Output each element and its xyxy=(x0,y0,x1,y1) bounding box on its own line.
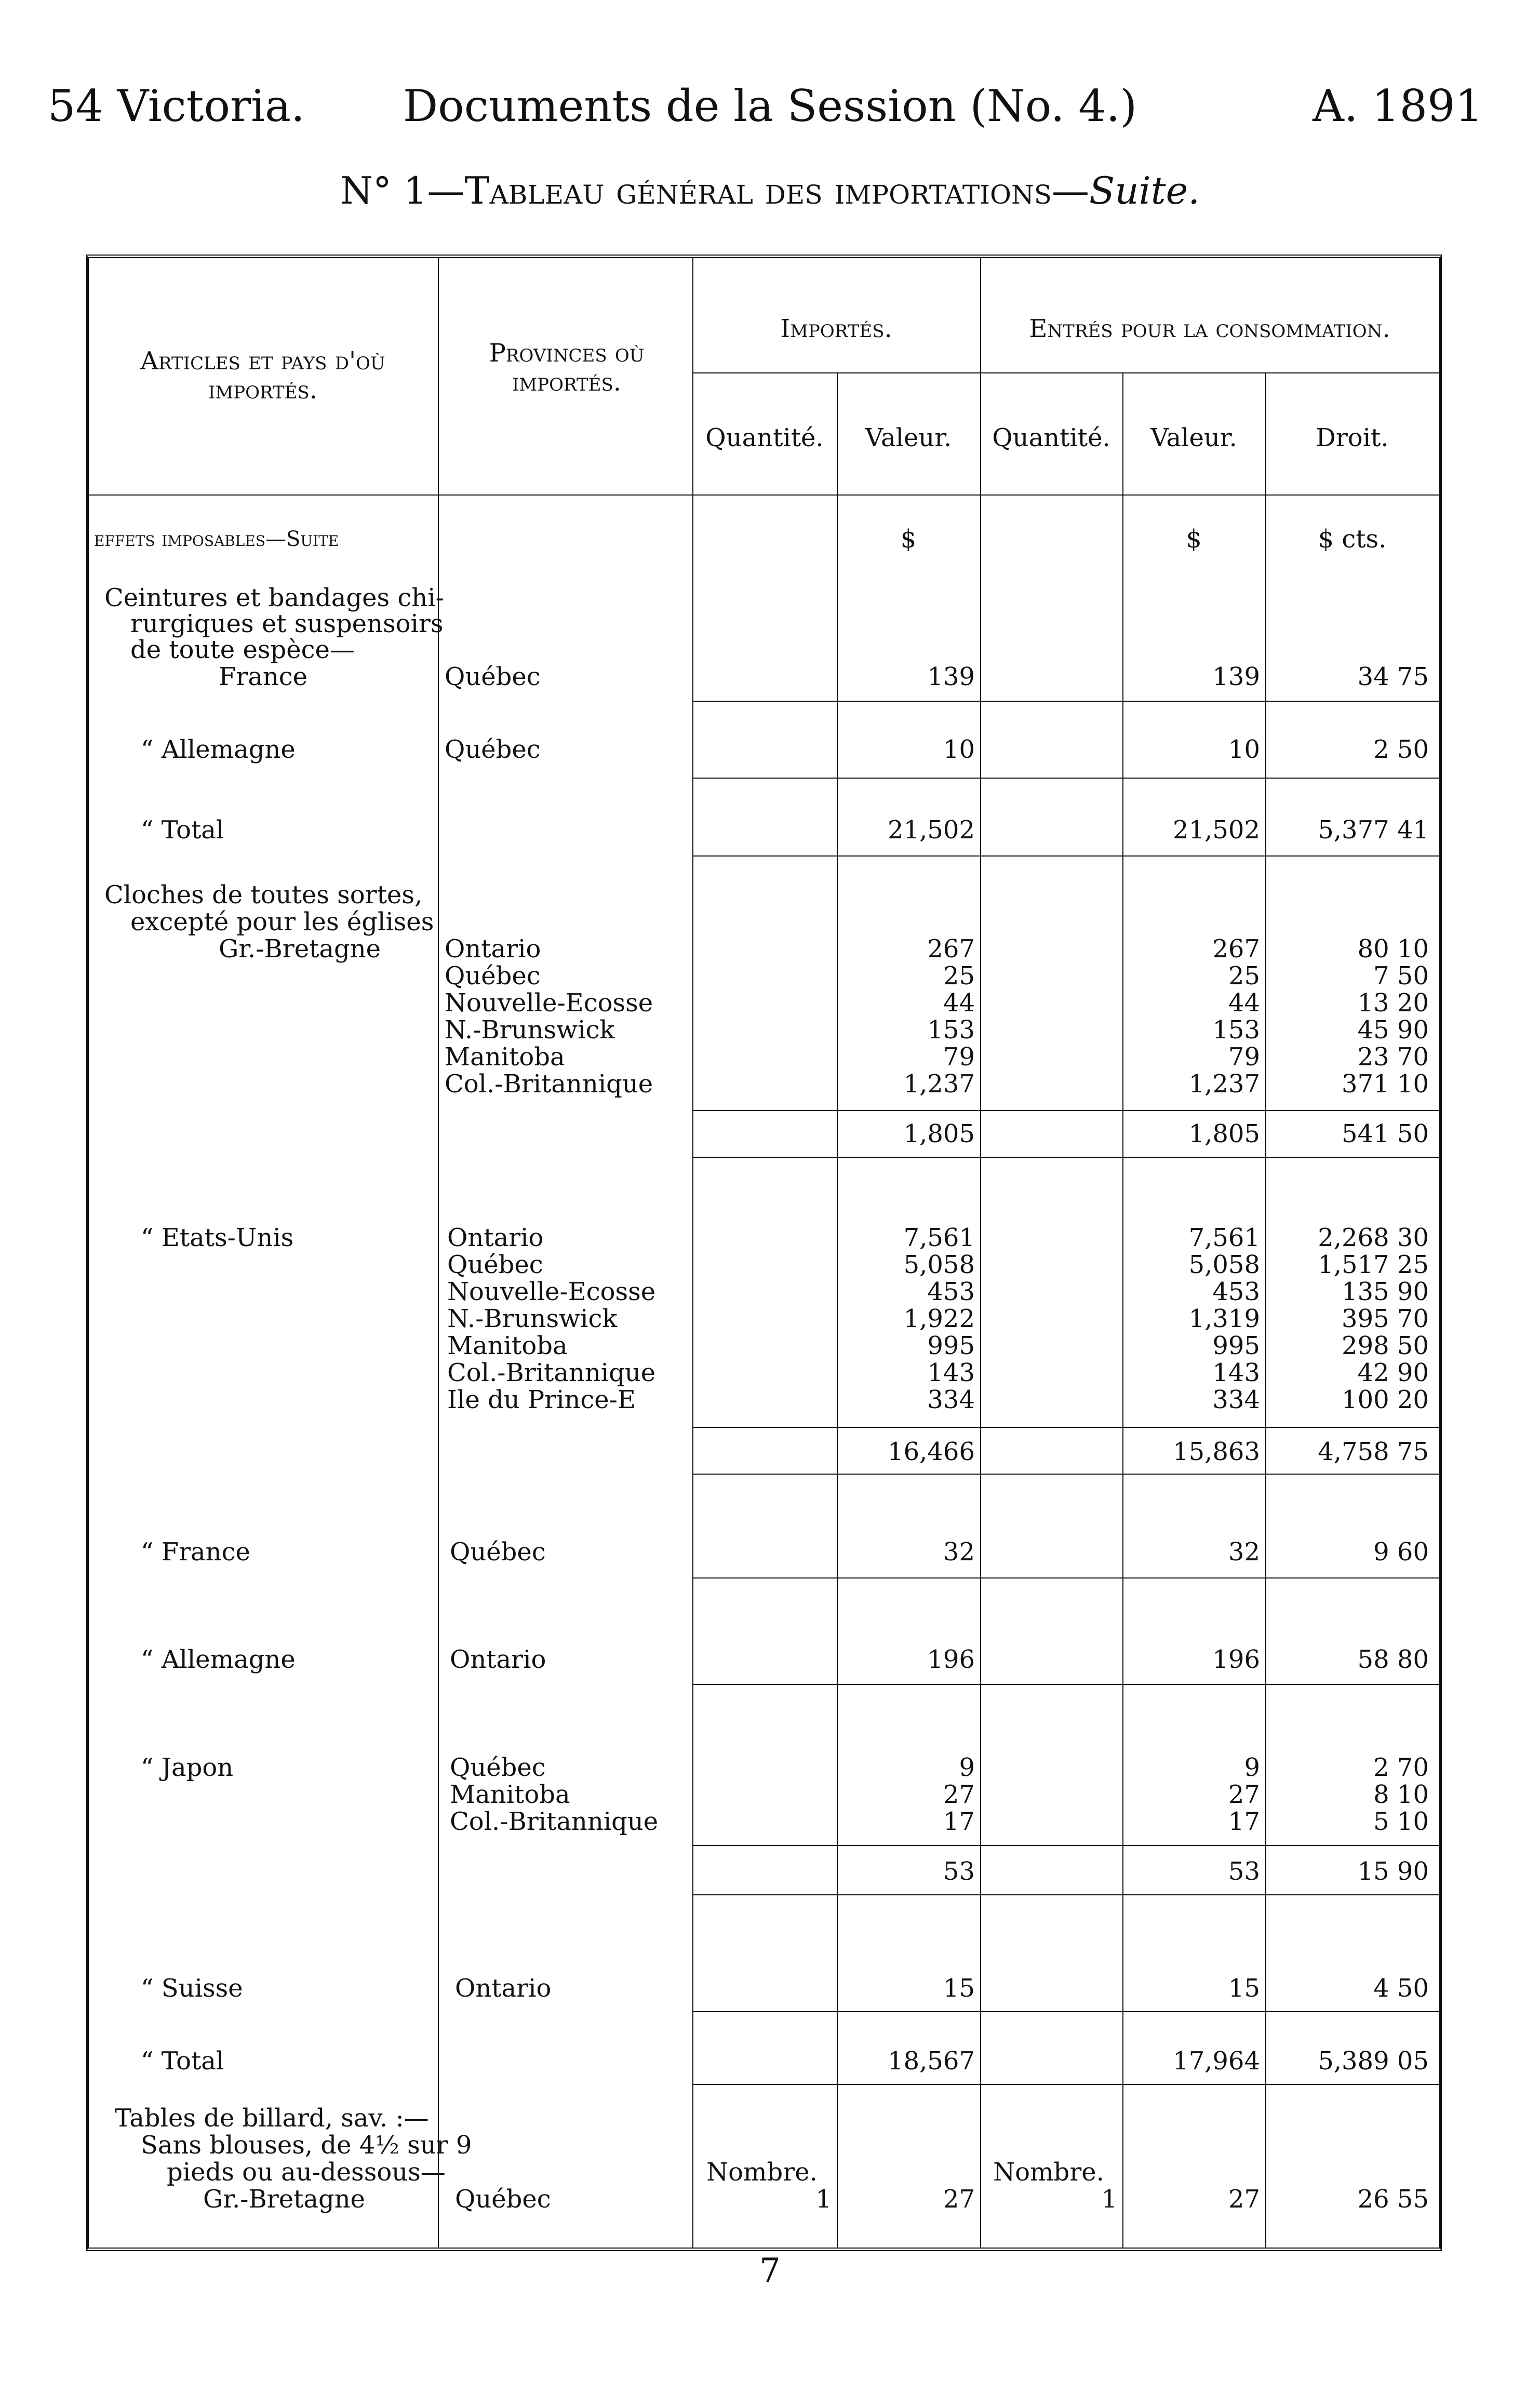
value2-cell: 27 xyxy=(1228,1780,1260,1809)
value2-cell: 1,805 xyxy=(1188,1119,1260,1148)
province-label: Nouvelle-Ecosse xyxy=(447,1277,656,1306)
col-consumption: Entrés pour la consommation. xyxy=(1029,314,1390,343)
value2-cell: 10 xyxy=(1228,735,1260,764)
value-cell: 153 xyxy=(927,1015,975,1045)
duty-cell: 371 10 xyxy=(1342,1069,1429,1099)
article-label: excepté pour les églises xyxy=(130,907,434,937)
header-rule xyxy=(89,494,1439,496)
row-rule xyxy=(692,778,1439,779)
duty-cell: 8 10 xyxy=(1373,1780,1429,1809)
value-cell: 18,567 xyxy=(888,2046,975,2076)
col-qty: Quantité. xyxy=(705,423,824,452)
row-rule xyxy=(692,1577,1439,1579)
duty-cell: 5,377 41 xyxy=(1318,815,1429,845)
session-label: 54 Victoria. xyxy=(48,81,305,131)
duty-cell: 9 60 xyxy=(1373,1537,1429,1567)
qty-label: Nombre. xyxy=(706,2158,818,2187)
province-label: Québec xyxy=(445,662,541,691)
duty-cell: 34 75 xyxy=(1357,662,1429,691)
value2-cell: 53 xyxy=(1228,1857,1260,1886)
value2-cell: 1,319 xyxy=(1188,1304,1260,1333)
col-value: Valeur. xyxy=(865,423,952,452)
duty-cell: 5 10 xyxy=(1373,1807,1429,1836)
province-label: Québec xyxy=(445,735,541,764)
header-rule xyxy=(692,372,1439,373)
country-label: “ France xyxy=(141,1537,250,1567)
row-rule xyxy=(692,1474,1439,1475)
document-title: Documents de la Session (No. 4.) xyxy=(403,81,1137,131)
province-label: N.-Brunswick xyxy=(447,1304,618,1333)
country-label: Gr.-Bretagne xyxy=(203,2185,366,2214)
province-label: Ontario xyxy=(447,1223,544,1252)
unit-value2: $ xyxy=(1186,525,1202,554)
col-rule xyxy=(980,258,981,2248)
article-label: pieds ou au-dessous— xyxy=(167,2158,446,2187)
province-label: Québec xyxy=(455,2185,551,2214)
value2-cell: 334 xyxy=(1212,1385,1260,1414)
country-label: “ Allemagne xyxy=(141,735,296,764)
value2-cell: 1,237 xyxy=(1188,1069,1260,1099)
value-cell: 1,237 xyxy=(903,1069,975,1099)
province-label: Col.-Britannique xyxy=(450,1807,659,1836)
value2-cell: 44 xyxy=(1228,988,1260,1018)
qty2-cell: 1 xyxy=(1101,2185,1117,2214)
total-label: “ Total xyxy=(141,815,224,845)
province-label: Ontario xyxy=(445,934,541,964)
duty-cell: 7 50 xyxy=(1373,961,1429,991)
article-label: Tables de billard, sav. :— xyxy=(115,2104,429,2133)
value2-cell: 267 xyxy=(1212,934,1260,964)
value-cell: 79 xyxy=(943,1042,975,1072)
value2-cell: 27 xyxy=(1228,2185,1260,2214)
province-label: Québec xyxy=(445,961,541,991)
imports-table xyxy=(86,255,1442,2251)
value2-cell: 143 xyxy=(1212,1358,1260,1387)
duty-cell: 42 90 xyxy=(1357,1358,1429,1387)
value-cell: 27 xyxy=(943,2185,975,2214)
province-label: Manitoba xyxy=(447,1331,568,1360)
row-rule xyxy=(692,2084,1439,2085)
duty-cell: 15 90 xyxy=(1357,1857,1429,1886)
value-cell: 453 xyxy=(927,1277,975,1306)
value2-cell: 17,964 xyxy=(1173,2046,1260,2076)
row-rule xyxy=(692,1427,1439,1428)
country-label: Gr.-Bretagne xyxy=(219,934,381,964)
row-rule xyxy=(692,701,1439,702)
duty-cell: 2,268 30 xyxy=(1318,1223,1429,1252)
duty-cell: 45 90 xyxy=(1357,1015,1429,1045)
value2-cell: 9 xyxy=(1244,1753,1260,1782)
page-number: 7 xyxy=(759,2252,781,2290)
row-rule xyxy=(692,1845,1439,1846)
province-label: Col.-Britannique xyxy=(445,1069,653,1099)
province-label: Manitoba xyxy=(450,1780,570,1809)
row-rule xyxy=(692,1684,1439,1685)
value2-cell: 25 xyxy=(1228,961,1260,991)
table-title: N° 1—Tableau général des importations—Suite. xyxy=(340,169,1200,212)
row-rule xyxy=(692,1157,1439,1158)
value-cell: 995 xyxy=(927,1331,975,1360)
duty-cell: 80 10 xyxy=(1357,934,1429,964)
province-label: Québec xyxy=(450,1537,546,1567)
value-cell: 21,502 xyxy=(888,815,975,845)
value-cell: 9 xyxy=(959,1753,975,1782)
country-label: “ Allemagne xyxy=(141,1645,296,1674)
article-label: rurgiques et suspensoirs xyxy=(130,609,444,638)
article-label: Ceintures et bandages chi- xyxy=(104,583,444,612)
value2-cell: 7,561 xyxy=(1188,1223,1260,1252)
value-cell: 10 xyxy=(943,735,975,764)
row-rule xyxy=(692,855,1439,857)
province-label: Québec xyxy=(450,1753,546,1782)
duty-cell: 135 90 xyxy=(1342,1277,1429,1306)
value-cell: 1,805 xyxy=(903,1119,975,1148)
value2-cell: 196 xyxy=(1212,1645,1260,1674)
duty-cell: 100 20 xyxy=(1342,1385,1429,1414)
duty-cell: 4 50 xyxy=(1373,1974,1429,2003)
value2-cell: 5,058 xyxy=(1188,1250,1260,1279)
value2-cell: 21,502 xyxy=(1173,815,1260,845)
unit-duty: $ cts. xyxy=(1318,525,1387,554)
value-cell: 1,922 xyxy=(903,1304,975,1333)
unit-value: $ xyxy=(900,525,917,554)
province-label: N.-Brunswick xyxy=(445,1015,615,1045)
duty-cell: 298 50 xyxy=(1342,1331,1429,1360)
col-duty: Droit. xyxy=(1316,423,1389,452)
value-cell: 196 xyxy=(927,1645,975,1674)
country-label: “ Japon xyxy=(141,1753,234,1782)
value-cell: 17 xyxy=(943,1807,975,1836)
province-label: Nouvelle-Ecosse xyxy=(445,988,653,1018)
value2-cell: 79 xyxy=(1228,1042,1260,1072)
value-cell: 25 xyxy=(943,961,975,991)
value-cell: 139 xyxy=(927,662,975,691)
province-label: Manitoba xyxy=(445,1042,565,1072)
value-cell: 334 xyxy=(927,1385,975,1414)
duty-cell: 395 70 xyxy=(1342,1304,1429,1333)
duty-cell: 26 55 xyxy=(1357,2185,1429,2214)
value2-cell: 153 xyxy=(1212,1015,1260,1045)
value-cell: 267 xyxy=(927,934,975,964)
row-rule xyxy=(692,1110,1439,1111)
col-rule xyxy=(692,258,693,2248)
duty-cell: 13 20 xyxy=(1357,988,1429,1018)
province-label: Ontario xyxy=(450,1645,546,1674)
duty-cell: 541 50 xyxy=(1342,1119,1429,1148)
value-cell: 7,561 xyxy=(903,1223,975,1252)
row-rule xyxy=(692,1894,1439,1895)
col-value2: Valeur. xyxy=(1150,423,1237,452)
col-provinces: Provinces où importés. xyxy=(489,339,645,397)
duty-cell: 2 70 xyxy=(1373,1753,1429,1782)
country-label: France xyxy=(219,662,308,691)
value-cell: 44 xyxy=(943,988,975,1018)
province-label: Ile du Prince-E xyxy=(447,1385,636,1414)
qty2-label: Nombre. xyxy=(993,2158,1104,2187)
duty-cell: 1,517 25 xyxy=(1318,1250,1429,1279)
value2-cell: 15,863 xyxy=(1173,1437,1260,1466)
section-label: effets imposables—Suite xyxy=(94,527,339,551)
value-cell: 15 xyxy=(943,1974,975,2003)
value2-cell: 453 xyxy=(1212,1277,1260,1306)
col-imported: Importés. xyxy=(780,314,892,343)
country-label: “ Etats-Unis xyxy=(141,1223,294,1252)
value-cell: 32 xyxy=(943,1537,975,1567)
value-cell: 27 xyxy=(943,1780,975,1809)
article-label: Sans blouses, de 4½ sur 9 xyxy=(141,2131,472,2160)
value2-cell: 995 xyxy=(1212,1331,1260,1360)
value2-cell: 32 xyxy=(1228,1537,1260,1567)
col-rule xyxy=(438,258,439,2248)
value2-cell: 17 xyxy=(1228,1807,1260,1836)
value-cell: 53 xyxy=(943,1857,975,1886)
value-cell: 143 xyxy=(927,1358,975,1387)
article-label: Cloches de toutes sortes, xyxy=(104,880,423,909)
duty-cell: 4,758 75 xyxy=(1318,1437,1429,1466)
col-qty2: Quantité. xyxy=(992,423,1110,452)
duty-cell: 5,389 05 xyxy=(1318,2046,1429,2076)
col-articles: Articles et pays d'où importés. xyxy=(140,346,385,405)
duty-cell: 58 80 xyxy=(1357,1645,1429,1674)
province-label: Ontario xyxy=(455,1974,552,2003)
year-label: A. 1891 xyxy=(1313,81,1483,131)
value-cell: 16,466 xyxy=(888,1437,975,1466)
qty-cell: 1 xyxy=(815,2185,832,2214)
province-label: Québec xyxy=(447,1250,543,1279)
value-cell: 5,058 xyxy=(903,1250,975,1279)
value2-cell: 139 xyxy=(1212,662,1260,691)
duty-cell: 2 50 xyxy=(1373,735,1429,764)
country-label: “ Suisse xyxy=(141,1974,243,2003)
value2-cell: 15 xyxy=(1228,1974,1260,2003)
row-rule xyxy=(692,2011,1439,2012)
total-label: “ Total xyxy=(141,2046,224,2076)
article-label: de toute espèce— xyxy=(130,635,355,664)
province-label: Col.-Britannique xyxy=(447,1358,656,1387)
duty-cell: 23 70 xyxy=(1357,1042,1429,1072)
